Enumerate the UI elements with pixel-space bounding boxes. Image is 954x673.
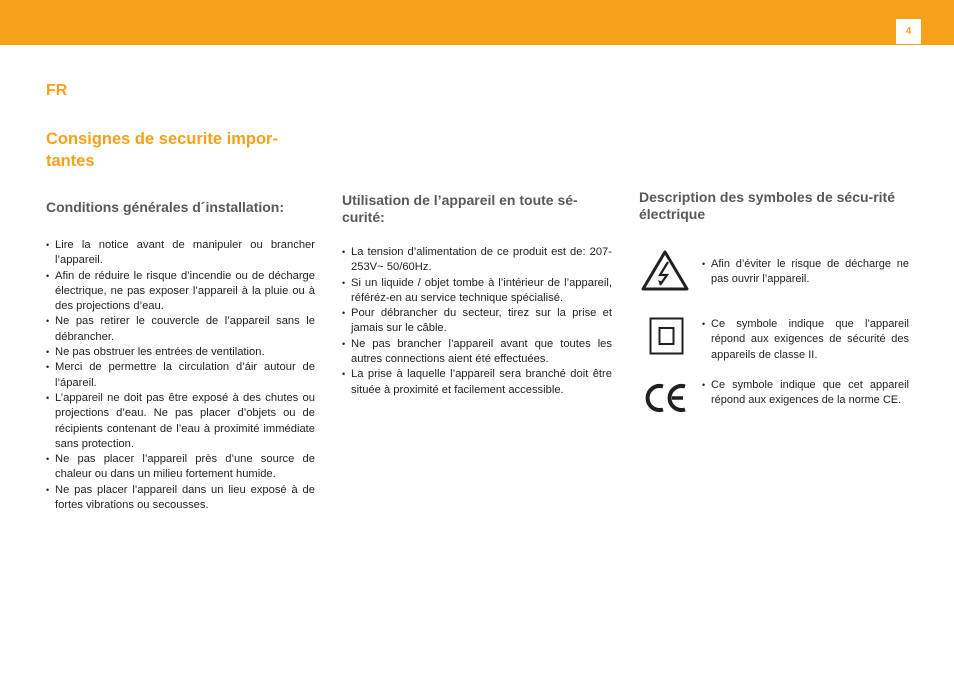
section-heading: Description des symboles de sécu-rité électrique (639, 189, 895, 222)
installation-conditions-section (46, 199, 315, 513)
header-bar (0, 0, 954, 45)
section-heading: Conditions générales d´installation: (46, 199, 285, 215)
list-item: • La tension d’alimentation de ce produit est de: 207-253V~ 50/60Hz. (342, 245, 612, 276)
list-item: • Ne pas brancher l’appareil avant que toutes les autres connections aient été effectuées. (342, 337, 612, 368)
symbol-description: • Ce symbole indique que cet appareil répond aux exigences de la norme CE. (702, 378, 909, 409)
list-item: • Ne pas placer l’appareil dans un lieu exposé à de fortes vibrations ou secousses. (46, 483, 315, 514)
list-item: • La prise à laquelle l’appareil sera branché doit être située à proximité et facilement accessible. (342, 367, 612, 398)
installation-list (46, 238, 315, 513)
ce-mark-icon (639, 378, 691, 418)
page-title: Consignes de securite impor-tantes (46, 130, 278, 170)
safe-use-section (342, 192, 612, 398)
list-item: • Merci de permettre la circulation d’áir autour de l’ápareil. (46, 360, 315, 391)
list-item: • Si un liquide / objet tombe à l’intérieur de l’appareil, référéz-en au service technique spécialisé. (342, 276, 612, 307)
symbol-description: • Ce symbole indique que l’appareil répond aux exigences de sécurité des appareils de classe II. (702, 317, 909, 363)
list-item: • Afin de réduire le risque d’incendie ou de décharge électrique, ne pas exposer l’appareil à la pluie ou à des projections d’eau. (46, 269, 315, 315)
list-item: • Ne pas retirer le couvercle de l’appareil sans le débrancher. (46, 314, 315, 345)
safe-use-list (342, 245, 612, 398)
high-voltage-warning-icon (639, 249, 691, 293)
symbol-description: • Afin d’éviter le risque de décharge ne pas ouvrir l’appareil. (702, 257, 909, 288)
safety-symbols-section (639, 189, 909, 407)
language-label: FR (46, 82, 68, 99)
class-ii-double-insulation-icon (639, 317, 691, 357)
list-item: • L’appareil ne doit pas être exposé à des chutes ou projections d’eau. Ne pas placer d’objets ou de récipients contenant de l’eau à proximité immédiate sans protection. (46, 391, 315, 452)
list-item: • Ne pas obstruer les entrées de ventilation. (46, 345, 315, 360)
section-heading: Utilisation de l’appareil en toute sé-curité: (342, 192, 578, 225)
list-item: • Pour débrancher du secteur, tirez sur la prise et jamais sur le câble. (342, 306, 612, 337)
list-item: • Lire la notice avant de manipuler ou brancher l’appareil. (46, 238, 315, 269)
page-number: 4 (896, 19, 921, 44)
list-item: • Ne pas placer l’appareil près d’une source de chaleur ou dans un milieu fortement humide. (46, 452, 315, 483)
